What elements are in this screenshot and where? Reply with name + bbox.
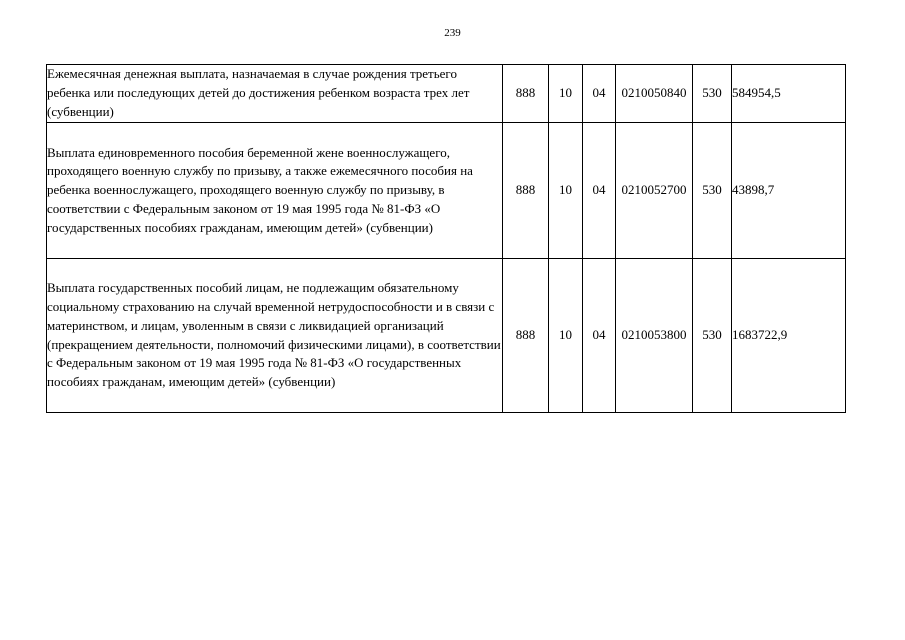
subsection-code: 04 <box>583 123 616 259</box>
ministry-code: 888 <box>503 123 549 259</box>
row-description: Ежемесячная денежная выплата, назначаемая в случае рождения третьего ребенка или последующих детей до достижения ребенком возраста трех лет (субвенции) <box>47 65 503 123</box>
budget-table <box>46 64 846 413</box>
row-description: Выплата государственных пособий лицам, не подлежащим обязательному социальному страхованию на случай временной нетрудоспособности и в связи с материнством, и лицам, уволенным в связи с ликвидацией организаций (прекращением деятельности, полномочий физическими лицами), в соответствии с Федеральным законом от 19 мая 1995 года № 81-ФЗ «О государственных пособиях гражданам, имеющим детей» (субвенции) <box>47 259 503 413</box>
section-code: 10 <box>549 259 583 413</box>
ministry-code: 888 <box>503 259 549 413</box>
table-row <box>47 259 846 413</box>
row-description: Выплата единовременного пособия беременной жене военнослужащего, проходящего военную службу по призыву, а также ежемесячного пособия на ребенка военнослужащего, проходящего военную службу по призыву, в соответствии с Федеральным законом от 19 мая 1995 года № 81-ФЗ «О государственных пособиях гражданам, имеющим детей» (субвенции) <box>47 123 503 259</box>
table-row <box>47 65 846 123</box>
amount-value: 1683722,9 <box>732 259 846 413</box>
target-article-code: 0210053800 <box>616 259 693 413</box>
table-row <box>47 123 846 259</box>
ministry-code: 888 <box>503 65 549 123</box>
target-article-code: 0210050840 <box>616 65 693 123</box>
expense-type-code: 530 <box>693 65 732 123</box>
amount-value: 584954,5 <box>732 65 846 123</box>
amount-value: 43898,7 <box>732 123 846 259</box>
section-code: 10 <box>549 123 583 259</box>
target-article-code: 0210052700 <box>616 123 693 259</box>
expense-type-code: 530 <box>693 123 732 259</box>
subsection-code: 04 <box>583 259 616 413</box>
expense-type-code: 530 <box>693 259 732 413</box>
subsection-code: 04 <box>583 65 616 123</box>
section-code: 10 <box>549 65 583 123</box>
page-number: 239 <box>444 27 461 39</box>
